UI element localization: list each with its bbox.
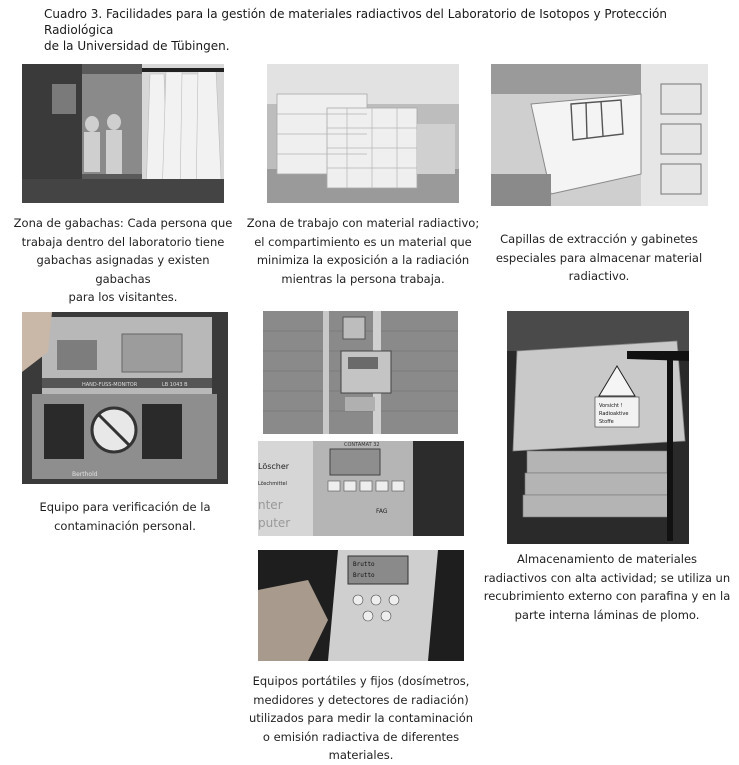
caption-line: especiales para almacenar material	[495, 250, 703, 265]
caption-line: Capillas de extracción y gabinetes	[500, 232, 698, 246]
caption-line: medidores y detectores de radiación)	[253, 692, 469, 707]
caption-line: gabachas asignadas y existen gabachas	[36, 253, 210, 286]
caption-line: el compartimiento es un material que	[254, 234, 472, 249]
caption-line: recubrimiento externo con parafina y en la	[483, 589, 731, 603]
caption-line: parte interna láminas de plomo.	[514, 607, 700, 622]
meter-model: CONTAMAT 32	[344, 442, 380, 448]
caption-line: Zona de trabajo con material radiactivo;	[246, 216, 480, 230]
caption-line: materiales.	[328, 748, 394, 762]
meter-side-label-3: nter	[258, 498, 283, 512]
caption-line: mientras la persona trabaja.	[281, 271, 445, 286]
caption-line: trabaja dentro del laboratorio tiene	[21, 234, 225, 249]
caption-line: o emisión radiactiva de diferentes	[262, 729, 460, 744]
caption-gown-area	[8, 214, 238, 307]
caption-line: Equipos portátiles y fijos (dosímetros,	[252, 674, 470, 688]
table-caption	[44, 6, 724, 54]
storage-sign-line-2: Radioaktive	[599, 411, 629, 417]
caption-radiation-equipment	[244, 672, 478, 765]
caption-line: Equipo para verificación de la	[39, 500, 211, 514]
caption-contamination-monitor	[8, 498, 242, 535]
handheld-display-line-1: Brutto	[353, 561, 375, 568]
meter-side-label-1: Löscher	[258, 462, 290, 471]
storage-sign-line-3: Stoffe	[599, 419, 614, 425]
monitor-label: HAND-FUSS-MONITOR	[82, 382, 138, 388]
detector-brand: Berthold	[72, 471, 98, 478]
caption-line: radiactivo.	[568, 269, 630, 283]
meter-side-label-4: puter	[258, 516, 291, 530]
caption-line: Zona de gabachas: Cada persona que	[13, 216, 233, 230]
fume-hood-photo	[491, 64, 708, 206]
shielded-workstation-photo	[267, 64, 459, 203]
monitor-model: LB 1043 B	[162, 382, 188, 388]
caption-line: Almacenamiento de materiales	[516, 552, 698, 566]
storage-sign-line-1: Vorsicht !	[599, 403, 623, 409]
caption-fume-hood	[486, 230, 712, 286]
contamination-meter-photo	[258, 441, 464, 536]
meter-side-label-2: Löschmittel	[258, 481, 287, 487]
caption-line: para los visitantes.	[68, 290, 178, 304]
gown-area-photo	[22, 64, 224, 203]
caption-line-1: Cuadro 3. Facilidades para la gestión de materiales radiactivos del Laboratorio de Isotopos y Protección Radiológica	[44, 7, 667, 37]
contamination-monitor-photo	[22, 312, 228, 484]
caption-shielded-workstation	[246, 214, 480, 288]
caption-line: contaminación personal.	[54, 518, 196, 533]
caption-shielded-storage	[479, 550, 735, 624]
caption-line-2: de la Universidad de Tübingen.	[44, 39, 230, 53]
handheld-display-line-2: Brutto	[353, 572, 375, 579]
caption-line: minimiza la exposición a la radiación	[256, 253, 470, 267]
caption-line: utilizados para medir la contaminación	[248, 711, 474, 725]
meter-maker: FAG	[376, 508, 388, 515]
handheld-dosimeter-photo	[258, 550, 464, 661]
shielded-storage-photo	[507, 311, 689, 544]
caption-line: radiactivos con alta actividad; se utiliza un	[483, 570, 731, 585]
wall-meter-photo	[263, 311, 458, 434]
